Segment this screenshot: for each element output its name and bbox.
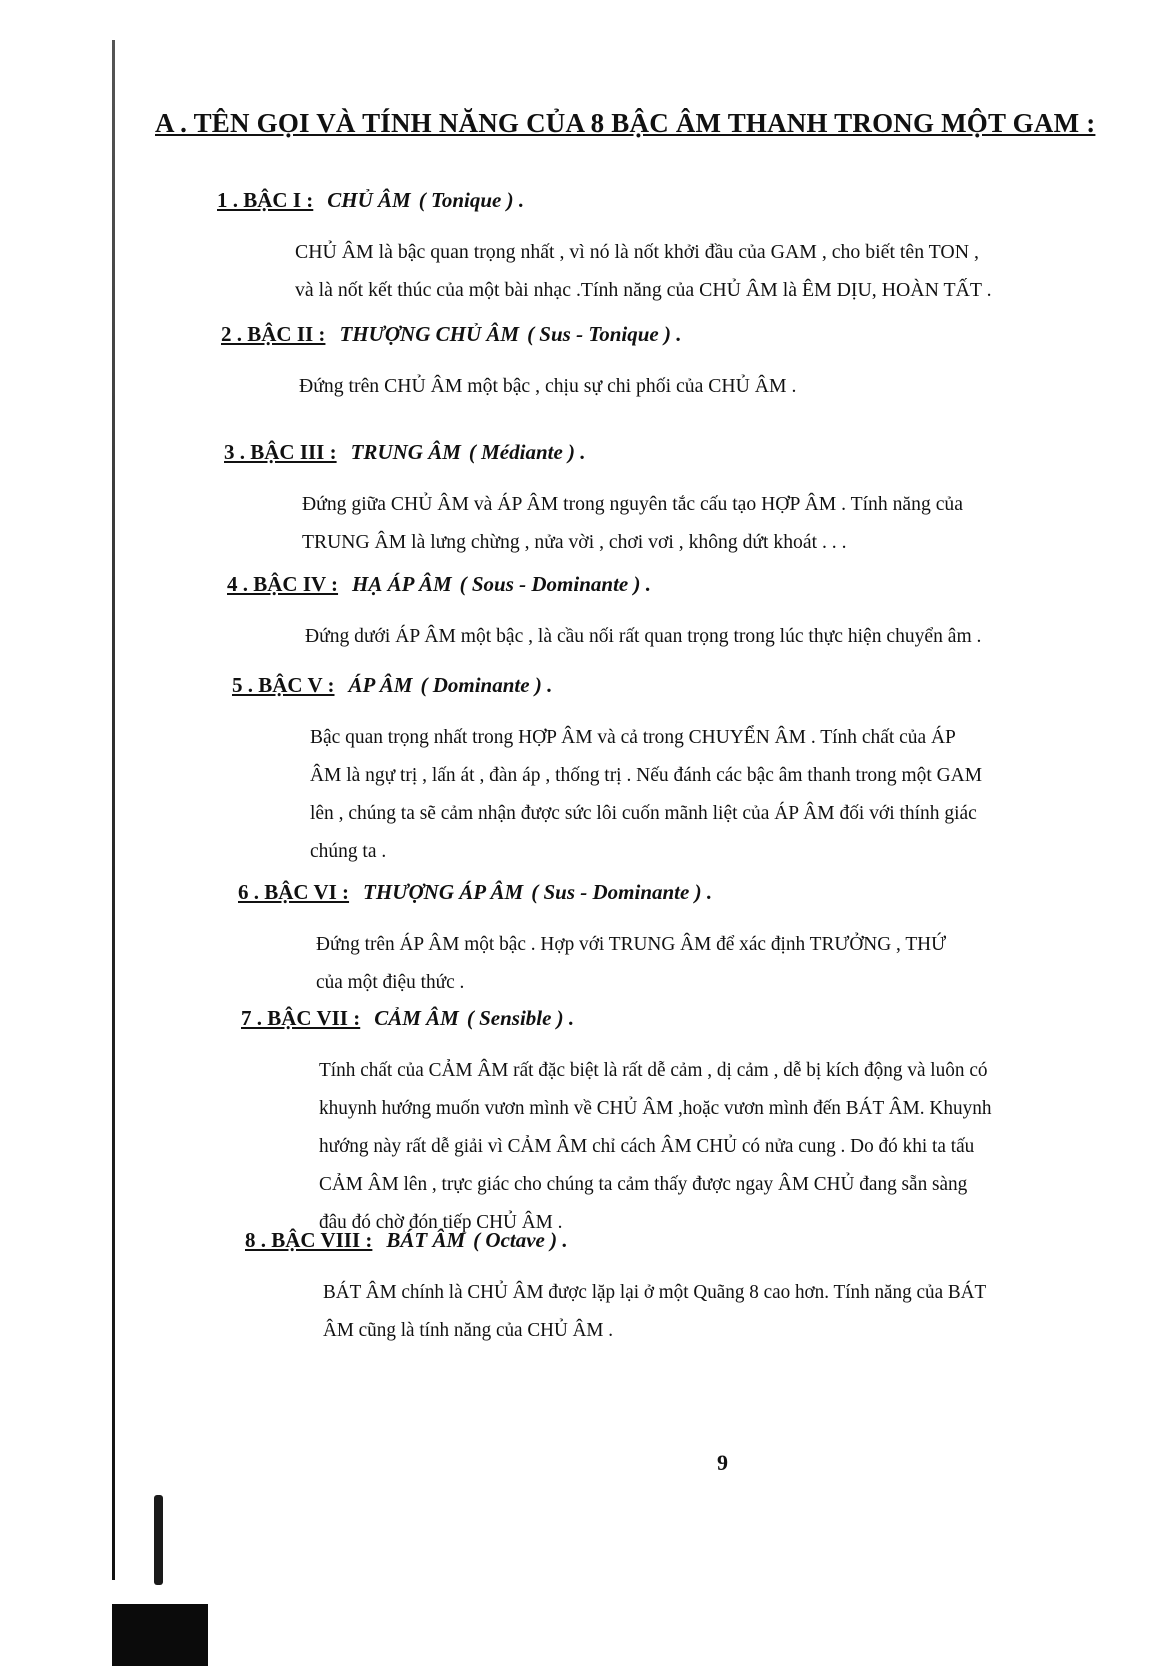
degree-number: 6 . BẬC VI :: [238, 880, 350, 904]
degree-number: 8 . BẬC VIII :: [245, 1228, 373, 1252]
degree-heading: [232, 673, 1176, 698]
degree-term: ( Sus - Dominante ) .: [531, 880, 713, 904]
degree-section-6: [238, 880, 1176, 1001]
degree-term: ( Octave ) .: [473, 1228, 568, 1252]
description-line: Đứng giữa CHỦ ÂM và ÁP ÂM trong nguyên tắc cấu tạo HỢP ÂM . Tính năng của: [302, 493, 963, 515]
degree-number: 2 . BẬC II :: [221, 322, 326, 346]
description-line: đâu đó chờ đón tiếp CHỦ ÂM .: [319, 1211, 563, 1233]
degree-section-4: [227, 572, 1176, 655]
description-line: chúng ta .: [310, 840, 387, 862]
degree-number: 7 . BẬC VII :: [241, 1006, 361, 1030]
page-title: A . TÊN GỌI VÀ TÍNH NĂNG CỦA 8 BẬC ÂM THANH TRONG MỘT GAM :: [155, 108, 1096, 138]
scan-binding-mark: [154, 1495, 163, 1585]
degree-term: ( Dominante ) .: [420, 673, 553, 697]
degree-name: ÁP ÂM: [348, 673, 413, 697]
degree-term: ( Sous - Dominante ) .: [459, 572, 651, 596]
description-line: hướng này rất dễ giải vì CẢM ÂM chỉ cách ÂM CHỦ có nửa cung . Do đó khi ta tấu: [319, 1135, 975, 1157]
degree-section-2: [221, 322, 1176, 405]
degree-heading: [221, 322, 1176, 347]
degree-section-7: [241, 1006, 1176, 1241]
degree-section-1: [217, 188, 1176, 309]
description-line: khuynh hướng muốn vươn mình về CHỦ ÂM ,hoặc vươn mình đến BÁT ÂM. Khuynh: [319, 1097, 992, 1119]
degree-heading: [227, 572, 1176, 597]
page-number: 9: [717, 1450, 728, 1475]
degree-heading: [241, 1006, 1176, 1031]
degree-description: [323, 1273, 1176, 1349]
description-line: Đứng trên ÁP ÂM một bậc . Hợp với TRUNG ÂM để xác định TRƯỞNG , THỨ: [316, 933, 947, 955]
degree-description: [302, 485, 1176, 561]
degree-term: ( Sensible ) .: [466, 1006, 575, 1030]
description-line: Đứng trên CHỦ ÂM một bậc , chịu sự chi phối của CHỦ ÂM .: [299, 375, 797, 397]
degree-description: [316, 925, 1176, 1001]
degree-section-5: [232, 673, 1176, 870]
description-line: Bậc quan trọng nhất trong HỢP ÂM và cả trong CHUYỂN ÂM . Tính chất của ÁP: [310, 726, 956, 748]
degree-heading: [217, 188, 1176, 213]
scan-binding-edge: [112, 40, 115, 1580]
degree-number: 1 . BẬC I :: [217, 188, 314, 212]
degree-description: [310, 718, 1176, 870]
degree-term: ( Médiante ) .: [468, 440, 586, 464]
degree-section-3: [224, 440, 1176, 561]
degree-number: 4 . BẬC IV :: [227, 572, 339, 596]
description-line: CẢM ÂM lên , trực giác cho chúng ta cảm thấy được ngay ÂM CHỦ đang sẵn sàng: [319, 1173, 968, 1195]
description-line: CHỦ ÂM là bậc quan trọng nhất , vì nó là nốt khởi đầu của GAM , cho biết tên TON ,: [295, 241, 979, 263]
degree-term: ( Sus - Tonique ) .: [527, 322, 682, 346]
description-line: lên , chúng ta sẽ cảm nhận được sức lôi cuốn mãnh liệt của ÁP ÂM đối với thính giác: [310, 802, 977, 824]
description-line: Đứng dưới ÁP ÂM một bậc , là cầu nối rất quan trọng trong lúc thực hiện chuyển âm .: [305, 625, 982, 647]
degree-name: THƯỢNG CHỦ ÂM: [339, 322, 520, 346]
degree-name: TRUNG ÂM: [350, 440, 461, 464]
description-line: của một điệu thức .: [316, 971, 465, 993]
scan-corner-shadow: [112, 1604, 208, 1666]
description-line: và là nốt kết thúc của một bài nhạc .Tính năng của CHỦ ÂM là ÊM DỊU, HOÀN TẤT .: [295, 279, 992, 301]
degree-term: ( Tonique ) .: [418, 188, 525, 212]
description-line: ÂM là ngự trị , lấn át , đàn áp , thống trị . Nếu đánh các bậc âm thanh trong một GAM: [310, 764, 983, 786]
degree-heading: [245, 1228, 1176, 1253]
degree-name: BÁT ÂM: [386, 1228, 466, 1252]
description-line: TRUNG ÂM là lưng chừng , nửa vời , chơi vơi , không dứt khoát . . .: [302, 531, 847, 553]
degree-description: [299, 367, 1176, 405]
degree-number: 3 . BẬC III :: [224, 440, 337, 464]
description-line: Tính chất của CẢM ÂM rất đặc biệt là rất dễ cảm , dị cảm , dễ bị kích động và luôn có: [319, 1059, 988, 1081]
degree-description: [295, 233, 1175, 309]
degree-description: [305, 617, 1176, 655]
degree-section-8: [245, 1228, 1176, 1349]
degree-description: [319, 1051, 1176, 1241]
degree-number: 5 . BẬC V :: [232, 673, 335, 697]
degree-heading: [224, 440, 1176, 465]
degree-name: CHỦ ÂM: [327, 188, 411, 212]
description-line: BÁT ÂM chính là CHỦ ÂM được lặp lại ở một Quãng 8 cao hơn. Tính năng của BÁT: [323, 1281, 987, 1303]
degree-name: HẠ ÁP ÂM: [352, 572, 452, 596]
description-line: ÂM cũng là tính năng của CHỦ ÂM .: [323, 1319, 614, 1341]
degree-name: CẢM ÂM: [374, 1006, 459, 1030]
degree-name: THƯỢNG ÁP ÂM: [363, 880, 524, 904]
degree-heading: [238, 880, 1176, 905]
